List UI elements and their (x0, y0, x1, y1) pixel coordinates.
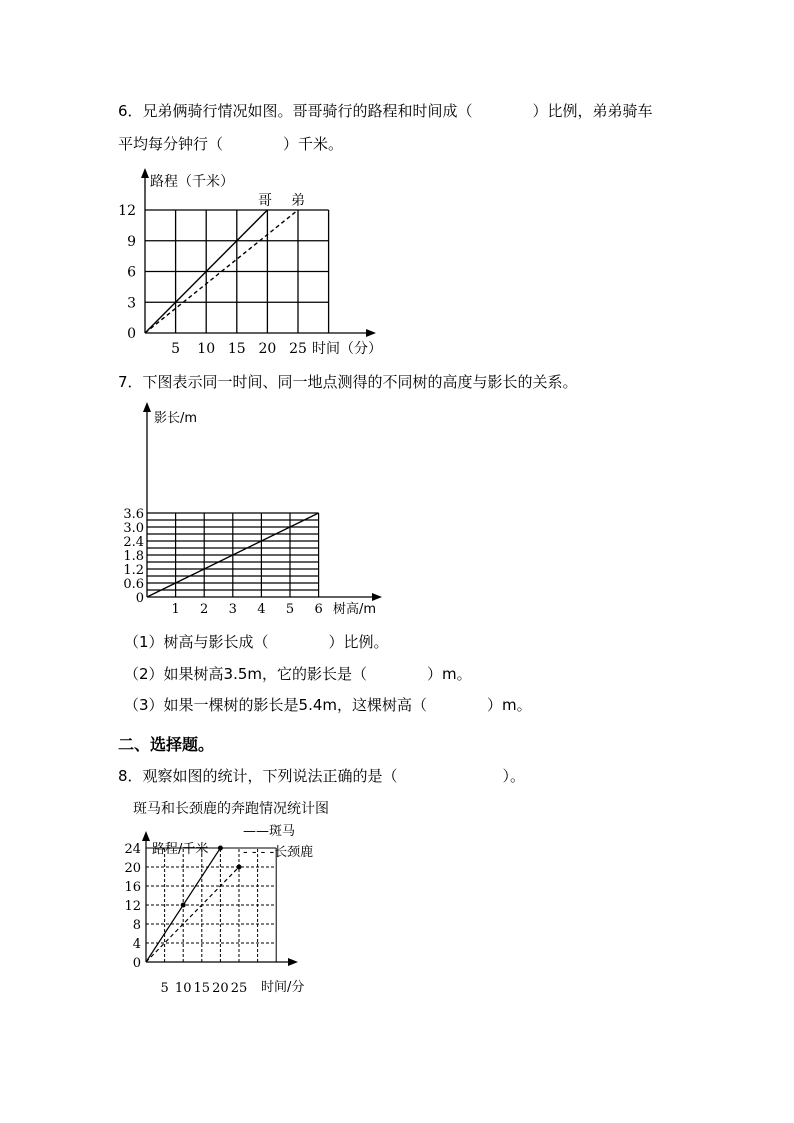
x-tick-label: 25 (289, 341, 307, 357)
x-tick-label: 3 (228, 602, 237, 617)
legend-zebra: ——斑马 (243, 824, 296, 839)
y-tick-label: 12 (118, 203, 136, 219)
series-line-giraffe (146, 867, 239, 962)
y-tick-label: 20 (124, 861, 141, 876)
q6-stem-line1: 6．兄弟俩骑行情况如图。哥哥骑行的路程和时间成（ ）比例，弟弟骑车 (118, 102, 653, 120)
q6-stem-line2: 平均每分钟行（ ）千米。 (118, 135, 344, 153)
y-axis-arrow (141, 168, 149, 178)
y-tick-label: 1.2 (123, 563, 144, 578)
y-tick-label: 3.0 (123, 521, 144, 536)
q7-sub3: （3）如果一棵树的影长是5.4m，这棵树高（ ）m。 (124, 696, 532, 714)
y-tick-label: 6 (127, 264, 136, 281)
x-axis-label: 时间（分） (312, 341, 382, 357)
q7-stem: 7．下图表示同一时间、同一地点测得的不同树的高度与影长的关系。 (118, 373, 578, 391)
x-tick-label: 10 (174, 981, 192, 996)
y-tick-label: 12 (124, 899, 141, 914)
x-tick-label: 10 (197, 341, 216, 357)
y-axis-label: 影长/m (154, 411, 198, 426)
y-tick-label: 1.8 (123, 549, 144, 564)
x-axis-arrow (366, 329, 376, 337)
y-tick-label: 3 (127, 295, 136, 312)
data-point-giraffe (237, 865, 242, 870)
y-tick-label: 24 (124, 842, 141, 857)
y-tick-label: 0 (132, 956, 141, 971)
x-axis-arrow (288, 958, 298, 966)
x-tick-label: 5 (160, 981, 169, 996)
y-tick-label: 9 (127, 233, 136, 250)
x-axis-arrow (372, 593, 382, 601)
series-label-younger: 弟 (291, 193, 305, 209)
y-axis-label: 路程/千米 (152, 842, 209, 857)
x-tick-label: 6 (314, 602, 323, 617)
x-tick-label: 5 (285, 602, 295, 617)
q7-sub1: （1）树高与影长成（ ）比例。 (124, 633, 389, 651)
x-tick-label: 1 (171, 602, 180, 617)
q8-stem: 8．观察如图的统计，下列说法正确的是（ ）。 (118, 767, 526, 785)
zebra-giraffe-chart (0, 815, 794, 1005)
y-axis-label: 路程（千米） (150, 174, 234, 190)
height-shadow-chart (0, 398, 794, 628)
y-axis-arrow (142, 831, 150, 841)
y-axis-arrow (143, 402, 151, 412)
legend-giraffe: - - - -长颈鹿 (243, 845, 314, 860)
y-tick-label: 0 (135, 591, 144, 606)
q8-chart-title: 斑马和长颈鹿的奔跑情况统计图 (133, 801, 329, 817)
data-point-zebra (218, 846, 223, 851)
y-tick-label: 2.4 (123, 535, 144, 550)
q7-sub2: （2）如果树高3.5m，它的影长是（ ）m。 (124, 665, 472, 683)
x-tick-label: 20 (212, 981, 229, 996)
x-tick-label: 15 (227, 341, 246, 357)
x-tick-label: 5 (171, 341, 181, 357)
x-tick-label: 2 (200, 602, 209, 617)
x-tick-label: 4 (257, 602, 266, 617)
data-point-zebra (181, 903, 186, 908)
x-axis-label: 时间/分 (261, 980, 305, 995)
y-tick-label: 16 (124, 880, 141, 895)
x-tick-label: 20 (258, 341, 277, 357)
y-tick-label: 8 (132, 918, 141, 933)
x-tick-label: 15 (193, 981, 211, 996)
section-heading-choice: 二、选择题。 (118, 735, 215, 754)
x-axis-label: 树高/m (333, 602, 377, 617)
y-tick-label: 4 (132, 937, 141, 952)
distance-time-chart-brothers (0, 160, 794, 360)
y-tick-label: 0.6 (123, 577, 144, 592)
x-tick-label: 25 (230, 981, 248, 996)
y-tick-label: 3.6 (123, 507, 144, 522)
y-tick-label: 0 (127, 326, 136, 342)
series-label-elder: 哥 (258, 193, 272, 209)
